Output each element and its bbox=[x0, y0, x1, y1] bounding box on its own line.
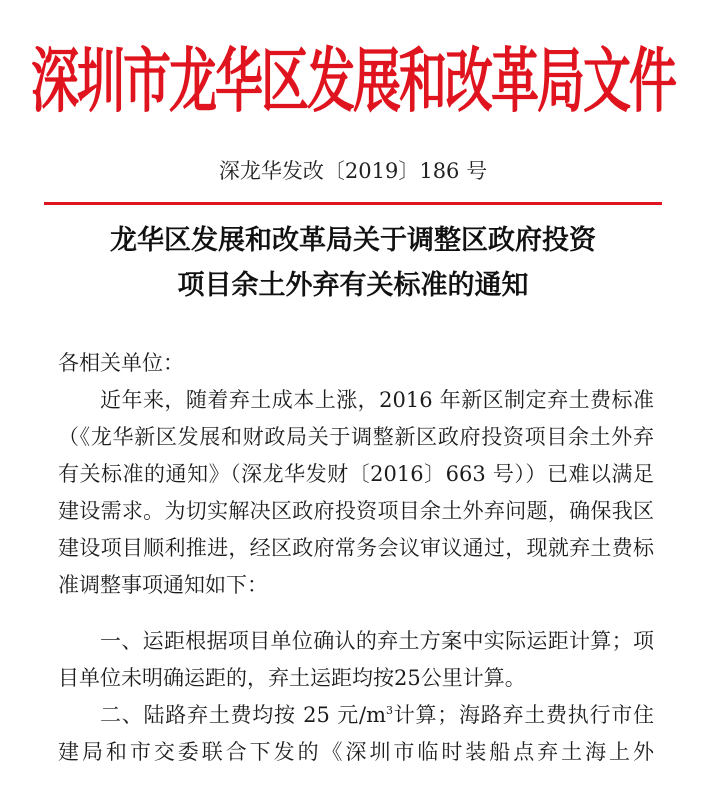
salutation: 各相关单位： bbox=[58, 351, 184, 375]
paragraph-intro: 近年来，随着弃土成本上涨，2016 年新区制定弃土费标准（《龙华新区发展和财政局关于调整新区政府投资项目余土外弃有关标准的通知》（深龙华发财〔2016〕663 号））已难以满足建设需求。为切实解决区政府投资项目余土外弃问题，确保我区建设项目顺利推进，经区政府常务会议审议通过，现就弃土费标准调整事项通知如下： bbox=[58, 388, 654, 597]
notice-title bbox=[40, 218, 666, 308]
notice-title-line-1: 龙华区发展和改革局关于调整区政府投资 bbox=[110, 225, 596, 256]
notice-title-line-2: 项目余土外弃有关标准的通知 bbox=[177, 270, 529, 301]
paragraph-item-2 bbox=[58, 697, 654, 771]
paragraph-item-1: 一、运距根据项目单位确认的弃土方案中实际运距计算；项目单位未明确运距的，弃土运距均按25公里计算。 bbox=[58, 629, 654, 690]
paragraph-item-2-text-a: 二、陆路弃土费均按 25 元/m bbox=[100, 703, 387, 727]
document-number: 深龙华发改〔2019〕186 号 bbox=[218, 159, 488, 183]
cubic-superscript: 3 bbox=[386, 704, 394, 717]
paragraph-item-2-text-b: 计算；海路弃土费执行市住建局和市交委联合下发的《深圳市临时装船点弃土海上外 bbox=[58, 703, 654, 764]
red-divider-line bbox=[44, 202, 662, 205]
issuer-header-title: 深圳市龙华区发展和改革局文件 bbox=[30, 41, 675, 123]
